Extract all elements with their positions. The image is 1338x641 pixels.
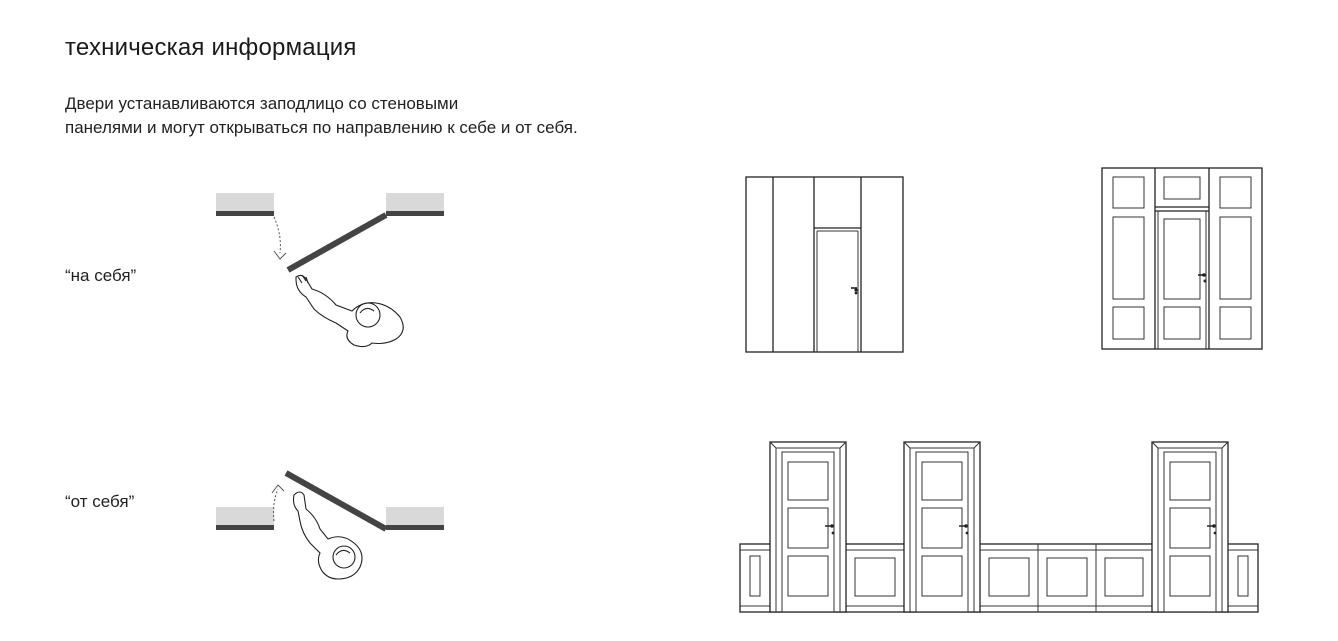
label-push: “от себя” [65,492,135,511]
door-pull-diagram-icon [210,185,450,345]
classic-double-door-icon [1100,167,1265,351]
description-line-2: панелями и могут открываться по направлению к себе и от себя. [65,118,578,137]
three-doors-with-wainscot-icon [738,438,1262,614]
flush-door-with-panels-icon [745,176,905,354]
label-pull: “на себя” [65,266,137,285]
door-push-diagram-icon [210,465,450,595]
description-line-1: Двери устанавливаются заподлицо со стеновыми [65,94,459,113]
description [65,92,578,140]
page-title: техническая информация [65,34,357,61]
